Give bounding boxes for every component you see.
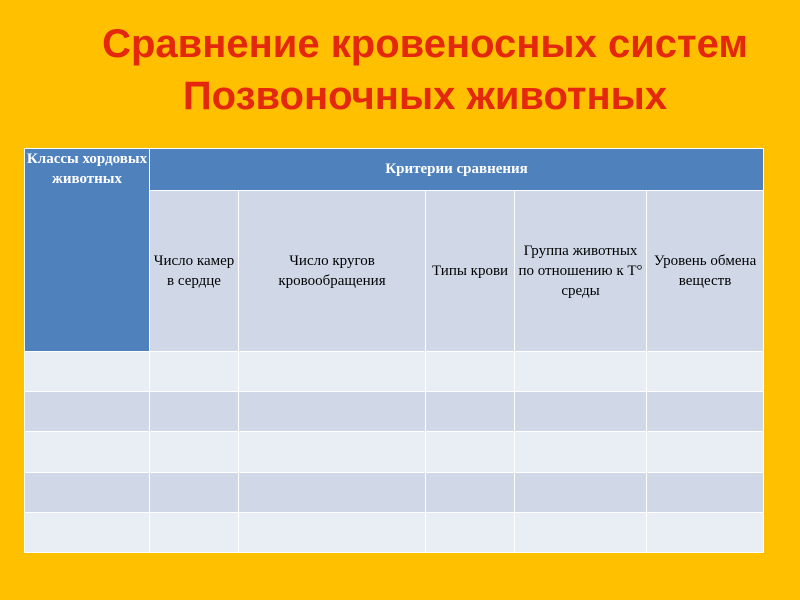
table-cell <box>25 472 150 512</box>
column-header: Число кругов кровообращения <box>239 191 426 352</box>
comparison-table <box>24 148 764 553</box>
header-row <box>25 149 764 191</box>
header-classes: Классы хордовых животных <box>25 149 150 352</box>
table-cell <box>647 432 764 472</box>
table-cell <box>150 432 239 472</box>
table-cell <box>150 472 239 512</box>
table-cell <box>515 472 647 512</box>
slide-title <box>0 18 800 122</box>
table-cell <box>426 351 515 391</box>
table-cell <box>239 432 426 472</box>
table-cell <box>426 392 515 432</box>
column-header: Число камер в сердце <box>150 191 239 352</box>
table-cell <box>150 392 239 432</box>
title-line-2: Позвоночных животных <box>182 74 668 118</box>
column-header: Группа животных по отношению к Т° среды <box>515 191 647 352</box>
table-cell <box>647 472 764 512</box>
table-row <box>25 432 764 472</box>
table-cell <box>647 512 764 552</box>
table-cell <box>647 392 764 432</box>
title-line-1: Сравнение кровеносных систем <box>102 22 748 66</box>
header-criteria: Критерии сравнения <box>150 149 764 191</box>
table-row <box>25 351 764 391</box>
table-cell <box>239 392 426 432</box>
table-row <box>25 392 764 432</box>
table-cell <box>25 351 150 391</box>
table-row <box>25 472 764 512</box>
table-cell <box>25 432 150 472</box>
table-cell <box>25 512 150 552</box>
table-cell <box>647 351 764 391</box>
table-row <box>25 512 764 552</box>
table-cell <box>150 351 239 391</box>
column-header: Типы крови <box>426 191 515 352</box>
table-cell <box>239 472 426 512</box>
table-cell <box>239 351 426 391</box>
table-cell <box>515 351 647 391</box>
table-cell <box>515 392 647 432</box>
table-cell <box>426 472 515 512</box>
table-cell <box>426 432 515 472</box>
table-cell <box>239 512 426 552</box>
table-cell <box>515 432 647 472</box>
column-header: Уровень обмена веществ <box>647 191 764 352</box>
table-cell <box>150 512 239 552</box>
table-cell <box>515 512 647 552</box>
table-cell <box>25 392 150 432</box>
table-cell <box>426 512 515 552</box>
